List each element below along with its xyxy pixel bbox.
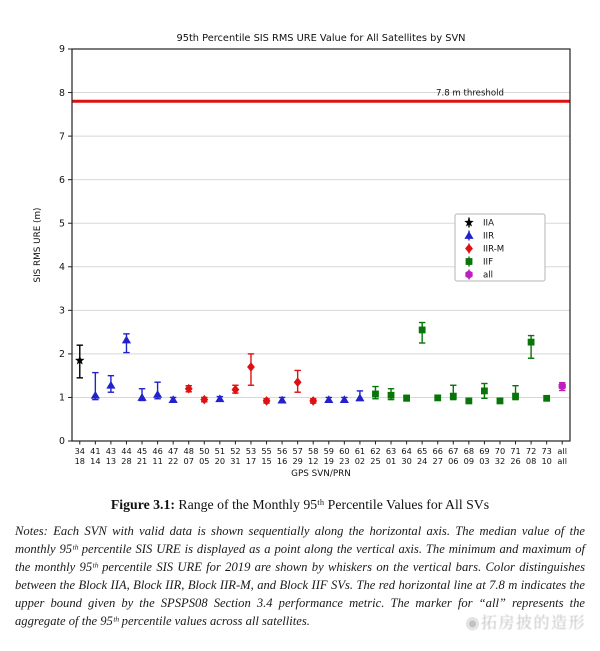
x-tick-prn-67: 06	[448, 456, 459, 466]
figure-notes: Notes: Each SVN with valid data is shown sequentially along the horizontal axis. The median value of the monthly 95ᵗʰ percentile SIS URE is displayed as a point along the vertical axis. The minimum and maximum of the monthly 95ᵗʰ percentile SIS URE for 2019 are shown by whiskers on the vertical bars. Color distinguishes between the Block IIA, Block IIR, Block IIR-M, and Block IIF SVs. The red horizontal line at 7.8 m indicates the upper bound given by the SPSPS08 Section 3.4 performance metric. The marker for “all” represents the aggregate of the 95ᵗʰ percentile values across all satellites.	[15, 524, 585, 628]
x-tick-svn-34: 34	[74, 446, 85, 456]
x-tick-svn-66: 66	[432, 446, 443, 456]
x-tick-svn-63: 63	[385, 446, 397, 456]
x-tick-prn-51: 20	[214, 456, 226, 466]
x-tick-prn-69: 03	[479, 456, 490, 466]
data-point-svn-44	[122, 336, 131, 344]
x-tick-prn-70: 32	[494, 456, 506, 466]
x-tick-prn-72: 08	[525, 456, 537, 466]
x-tick-prn-55: 15	[261, 456, 272, 466]
x-tick-svn-43: 43	[105, 446, 117, 456]
data-point-svn-68	[465, 398, 472, 405]
figure-caption-text: Range of the Monthly 95ᵗʰ Percentile Values for All SVs	[174, 497, 490, 512]
x-tick-prn-41: 14	[90, 456, 101, 466]
x-tick-prn-all: all	[557, 456, 568, 466]
x-tick-svn-64: 64	[401, 446, 412, 456]
x-tick-svn-69: 69	[479, 446, 490, 456]
data-point-svn-67	[450, 393, 457, 400]
x-tick-svn-46: 46	[152, 446, 163, 456]
x-tick-prn-73: 10	[541, 456, 552, 466]
x-tick-prn-66: 27	[432, 456, 443, 466]
y-tick-label-4: 4	[59, 261, 65, 273]
y-tick-label-0: 0	[59, 436, 65, 448]
data-point-svn-60	[340, 395, 349, 403]
x-tick-svn-55: 55	[261, 446, 272, 456]
legend-label-all: all	[483, 270, 494, 281]
x-tick-prn-58: 12	[308, 456, 319, 466]
data-point-svn-64	[403, 395, 410, 402]
x-tick-svn-62: 62	[370, 446, 381, 456]
y-tick-label-8: 8	[59, 87, 65, 99]
y-tick-label-5: 5	[59, 218, 65, 230]
x-tick-prn-57: 29	[292, 456, 303, 466]
data-point-svn-70	[497, 398, 504, 405]
y-tick-label-2: 2	[59, 349, 65, 361]
legend-marker-IIF	[466, 258, 473, 265]
x-tick-prn-52: 31	[230, 456, 241, 466]
y-tick-label-1: 1	[59, 392, 65, 404]
x-tick-svn-68: 68	[463, 446, 475, 456]
x-tick-prn-44: 28	[121, 456, 132, 466]
data-point-svn-46	[153, 390, 162, 398]
data-point-svn-71	[512, 393, 519, 400]
x-tick-prn-34: 18	[74, 456, 85, 466]
x-tick-svn-73: 73	[541, 446, 552, 456]
x-tick-prn-61: 02	[354, 456, 366, 466]
x-tick-prn-62: 25	[370, 456, 381, 466]
x-tick-svn-51: 51	[214, 446, 226, 456]
data-point-svn-41	[91, 391, 100, 399]
data-point-svn-43	[106, 381, 115, 389]
x-tick-svn-56: 56	[276, 446, 288, 456]
x-tick-svn-57: 57	[292, 446, 303, 456]
x-tick-svn-72: 72	[525, 446, 537, 456]
data-point-svn-59	[324, 395, 333, 403]
data-point-svn-50	[200, 395, 208, 405]
x-tick-prn-45: 21	[136, 456, 148, 466]
x-tick-prn-60: 23	[339, 456, 350, 466]
figure-caption-label: Figure 3.1:	[110, 497, 175, 512]
legend-label-IIF: IIF	[483, 257, 494, 268]
y-tick-label-7: 7	[59, 131, 65, 143]
x-tick-svn-44: 44	[121, 446, 132, 456]
x-tick-svn-45: 45	[136, 446, 148, 456]
x-tick-prn-68: 09	[463, 456, 475, 466]
x-tick-prn-46: 11	[152, 456, 163, 466]
x-tick-prn-63: 01	[385, 456, 397, 466]
y-tick-label-6: 6	[59, 174, 65, 186]
x-axis-label: GPS SVN/PRN	[291, 469, 351, 479]
y-axis-label: SIS RMS URE (m)	[33, 207, 43, 283]
x-tick-svn-48: 48	[183, 446, 194, 456]
x-tick-prn-50: 05	[199, 456, 210, 466]
x-tick-svn-50: 50	[199, 446, 210, 456]
x-tick-prn-47: 22	[167, 456, 179, 466]
x-tick-svn-65: 65	[416, 446, 428, 456]
x-tick-svn-58: 58	[308, 446, 319, 456]
data-point-svn-53	[247, 362, 255, 372]
y-tick-label-3: 3	[59, 305, 65, 317]
x-tick-prn-65: 24	[416, 456, 428, 466]
x-tick-svn-41: 41	[90, 446, 101, 456]
x-tick-svn-71: 71	[510, 446, 521, 456]
x-tick-svn-47: 47	[167, 446, 179, 456]
x-tick-prn-71: 26	[510, 456, 521, 466]
x-tick-svn-70: 70	[494, 446, 506, 456]
data-point-svn-73	[543, 395, 550, 402]
data-point-svn-69	[481, 388, 488, 395]
x-tick-prn-59: 19	[323, 456, 334, 466]
watermark: ◉拓房披的造形	[465, 613, 586, 632]
data-point-svn-56	[277, 396, 286, 404]
threshold-label: 7.8 m threshold	[436, 88, 504, 99]
data-point-svn-62	[372, 391, 379, 398]
x-tick-svn-59: 59	[323, 446, 334, 456]
data-point-svn-47	[169, 395, 178, 403]
chart-title: 95th Percentile SIS RMS URE Value for All Satellites by SVN	[176, 33, 466, 44]
y-tick-label-9: 9	[59, 44, 65, 56]
data-point-svn-66	[434, 394, 441, 401]
legend-label-IIA: IIA	[483, 218, 494, 229]
x-tick-prn-53: 17	[245, 456, 257, 466]
data-point-svn-63	[388, 392, 395, 399]
data-point-svn-72	[528, 339, 535, 346]
legend-label-IIR-M: IIR-M	[483, 244, 505, 255]
x-tick-prn-56: 16	[276, 456, 288, 466]
x-tick-svn-all: all	[557, 446, 568, 456]
data-point-svn-65	[419, 327, 426, 334]
legend-label-IIR: IIR	[483, 231, 495, 242]
x-tick-prn-43: 13	[105, 456, 117, 466]
figure-caption	[0, 497, 600, 513]
data-point-svn-57	[294, 377, 302, 387]
x-tick-svn-67: 67	[448, 446, 459, 456]
x-tick-svn-53: 53	[245, 446, 257, 456]
data-point-svn-51	[215, 394, 224, 402]
x-tick-prn-48: 07	[183, 456, 194, 466]
x-tick-prn-64: 30	[401, 456, 412, 466]
x-tick-svn-52: 52	[230, 446, 241, 456]
x-tick-svn-60: 60	[339, 446, 350, 456]
x-tick-svn-61: 61	[354, 446, 366, 456]
